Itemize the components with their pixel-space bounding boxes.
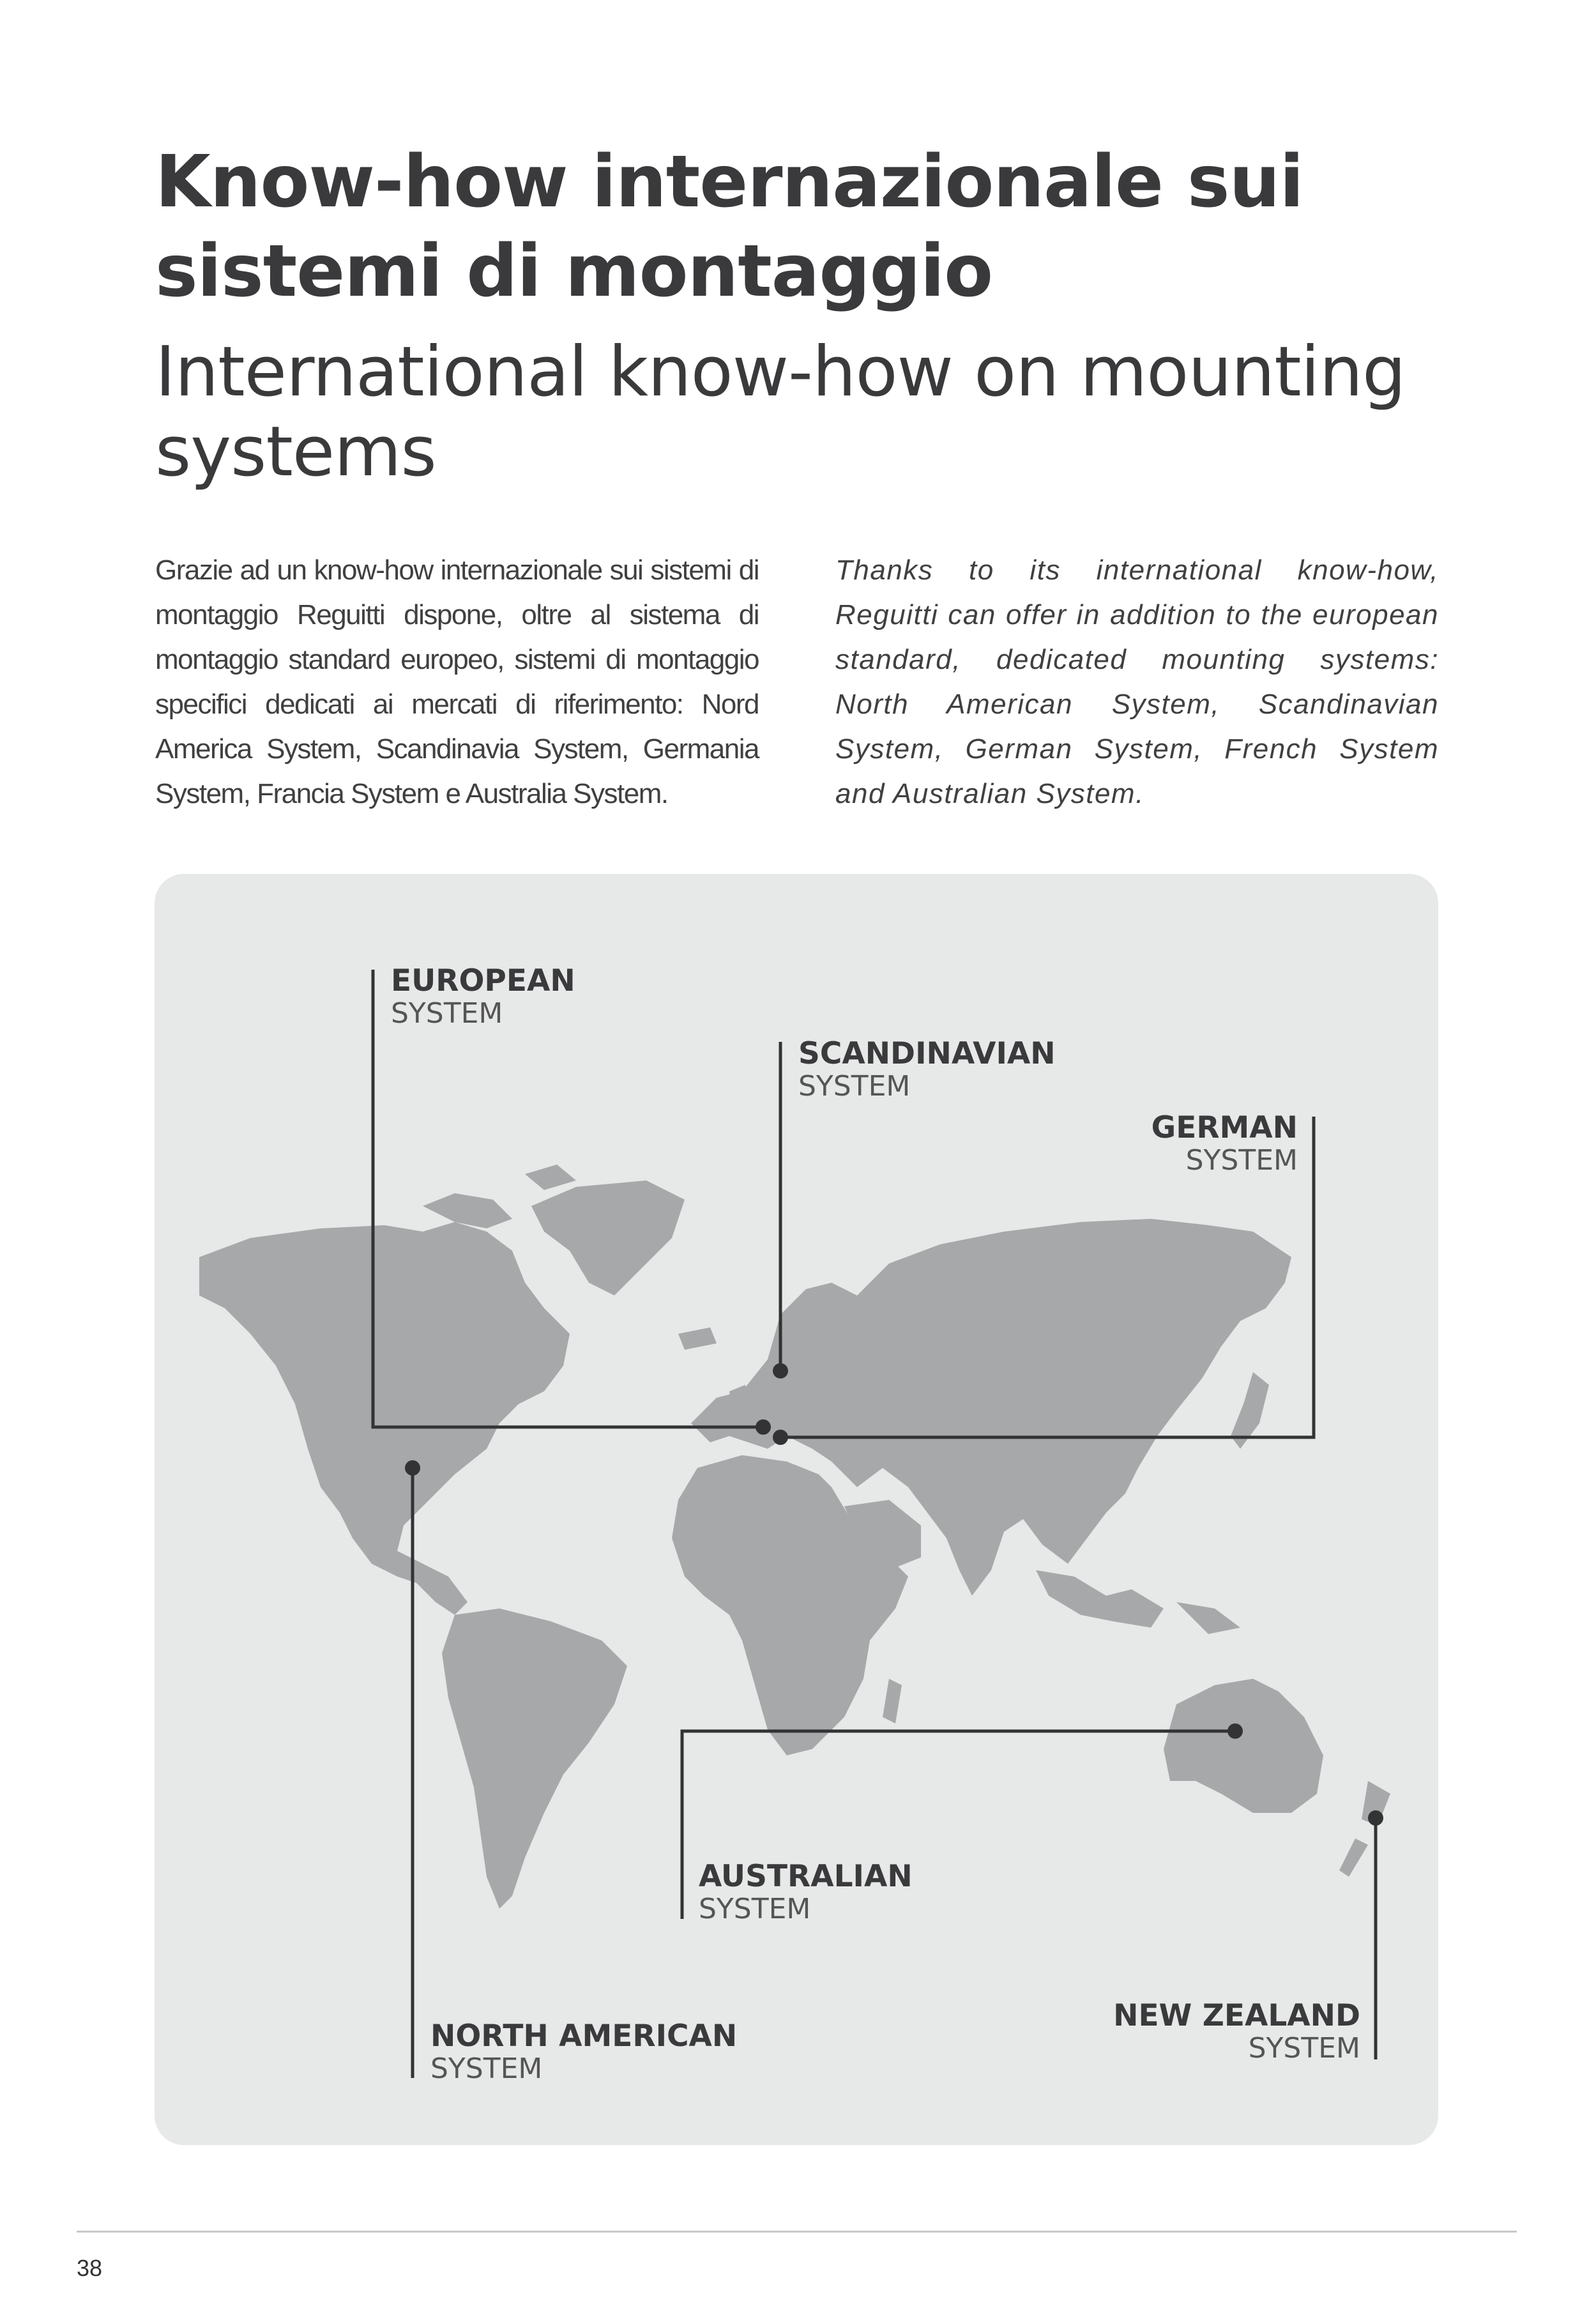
label-european (391, 965, 575, 1030)
label-north-american-sub: SYSTEM (430, 2052, 543, 2085)
india-landmass (946, 1513, 1004, 1596)
label-european-name: EUROPEAN (391, 963, 575, 998)
page-title-english: International know-how on mounting systems (155, 332, 1406, 492)
north-america-landmass (199, 1222, 570, 1583)
australia-landmass (1164, 1679, 1323, 1813)
intro-paragraph-english: Thanks to its international know-how, Reguitti can offer in addition to the european standard, dedicated mounting systems: North American System, Scandinavian System, German System, French System and Australian System. (835, 554, 1439, 809)
africa-landmass (672, 1455, 908, 1755)
new-zealand-dot (1368, 1810, 1383, 1826)
footer-divider (77, 2231, 1517, 2233)
label-new-zealand-name: NEW ZEALAND (1113, 1998, 1360, 2033)
label-german-name: GERMAN (1151, 1110, 1298, 1145)
label-scandinavian (798, 1037, 1056, 1103)
european-dot (756, 1419, 771, 1435)
scandinavian-dot (773, 1363, 788, 1379)
label-australian-sub: SYSTEM (699, 1893, 811, 1925)
madagascar-landmass (883, 1679, 902, 1723)
north-american-dot (405, 1460, 420, 1476)
label-new-zealand-sub: SYSTEM (1248, 2032, 1360, 2065)
label-australian (699, 1860, 913, 1925)
world-map (155, 874, 1438, 2145)
world-map-panel (155, 874, 1438, 2145)
label-new-zealand (1113, 1999, 1360, 2065)
label-german (1151, 1111, 1298, 1177)
label-scandinavian-sub: SYSTEM (798, 1070, 911, 1103)
label-australian-name: AUSTRALIAN (699, 1859, 913, 1894)
page-title-italian: Know-how internazionale sui sistemi di montaggio (155, 141, 1303, 313)
german-dot (773, 1430, 788, 1445)
greenland-landmass (531, 1180, 685, 1295)
label-north-american (430, 2020, 737, 2085)
label-european-sub: SYSTEM (391, 997, 503, 1030)
label-german-sub: SYSTEM (1185, 1144, 1298, 1177)
south-america-landmass (442, 1608, 627, 1909)
central-america-landmass (397, 1551, 467, 1615)
label-scandinavian-name: SCANDINAVIAN (798, 1036, 1056, 1071)
intro-paragraph-italian: Grazie ad un know-how internazionale sui sistemi di montaggio Reguitti dispone, oltre al sistema di montaggio standard europeo, sistemi di montaggio specifici dedicati ai mercati di riferimento: Nord America System, Scandinavia System, Germania System, Francia System e Australia System. (155, 554, 759, 809)
label-north-american-name: NORTH AMERICAN (430, 2019, 738, 2054)
australian-dot (1227, 1723, 1243, 1739)
southeast-asia-islands (1036, 1570, 1240, 1634)
page-number: 38 (77, 2255, 103, 2281)
continents (199, 1165, 1390, 1909)
new-zealand-landmass (1339, 1781, 1390, 1877)
